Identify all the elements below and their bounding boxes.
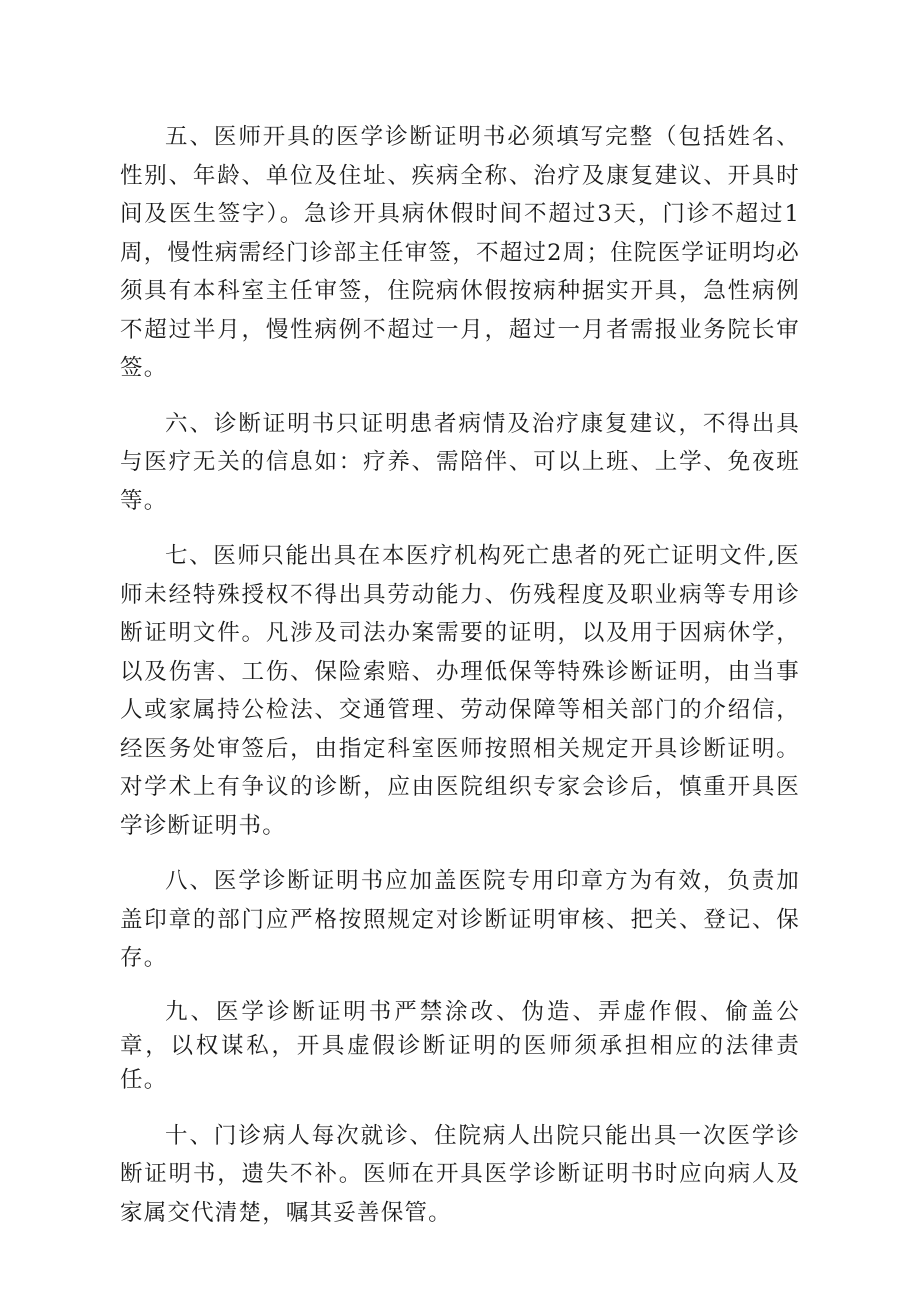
paragraph-item-10: 十、门诊病人每次就诊、住院病人出院只能出具一次医学诊断证明书，遗失不补。医师在开具医学诊断证明书时应向病人及家属交代清楚，嘱其妥善保管。 bbox=[120, 1122, 800, 1226]
document-body bbox=[120, 118, 800, 1249]
paragraph-item-5: 五、医师开具的医学诊断证明书必须填写完整（包括姓名、性别、年龄、单位及住址、疾病全称、治疗及康复建议、开具时间及医生签字）。急诊开具病休假时间不超过3天，门诊不超过1周，慢性病需经门诊部主任审签，不超过2周；住院医学证明均必须具有本科室主任审签，住院病休假按病种据实开具，急性病例不超过半月，慢性病例不超过一月，超过一月者需报业务院长审签。 bbox=[120, 124, 800, 381]
paragraph-item-6: 六、诊断证明书只证明患者病情及治疗康复建议，不得出具与医疗无关的信息如：疗养、需陪伴、可以上班、上学、免夜班等。 bbox=[120, 410, 800, 514]
paragraph-item-8: 八、医学诊断证明书应加盖医院专用印章方为有效，负责加盖印章的部门应严格按照规定对诊断证明审核、把关、登记、保存。 bbox=[120, 868, 800, 971]
paragraph-item-9: 九、医学诊断证明书严禁涂改、伪造、弄虚作假、偷盖公章，以权谋私，开具虚假诊断证明的医师须承担相应的法律责任。 bbox=[120, 998, 800, 1093]
paragraph-item-7: 七、医师只能出具在本医疗机构死亡患者的死亡证明文件,医师未经特殊授权不得出具劳动能力、伤残程度及职业病等专用诊断证明文件。凡涉及司法办案需要的证明，以及用于因病休学，以及伤害、工伤、保险索赔、办理低保等特殊诊断证明，由当事人或家属持公检法、交通管理、劳动保障等相关部门的介绍信，经医务处审签后，由指定科室医师按照相关规定开具诊断证明。对学术上有争议的诊断，应由医院组织专家会诊后，慎重开具医学诊断证明书。 bbox=[120, 543, 800, 839]
